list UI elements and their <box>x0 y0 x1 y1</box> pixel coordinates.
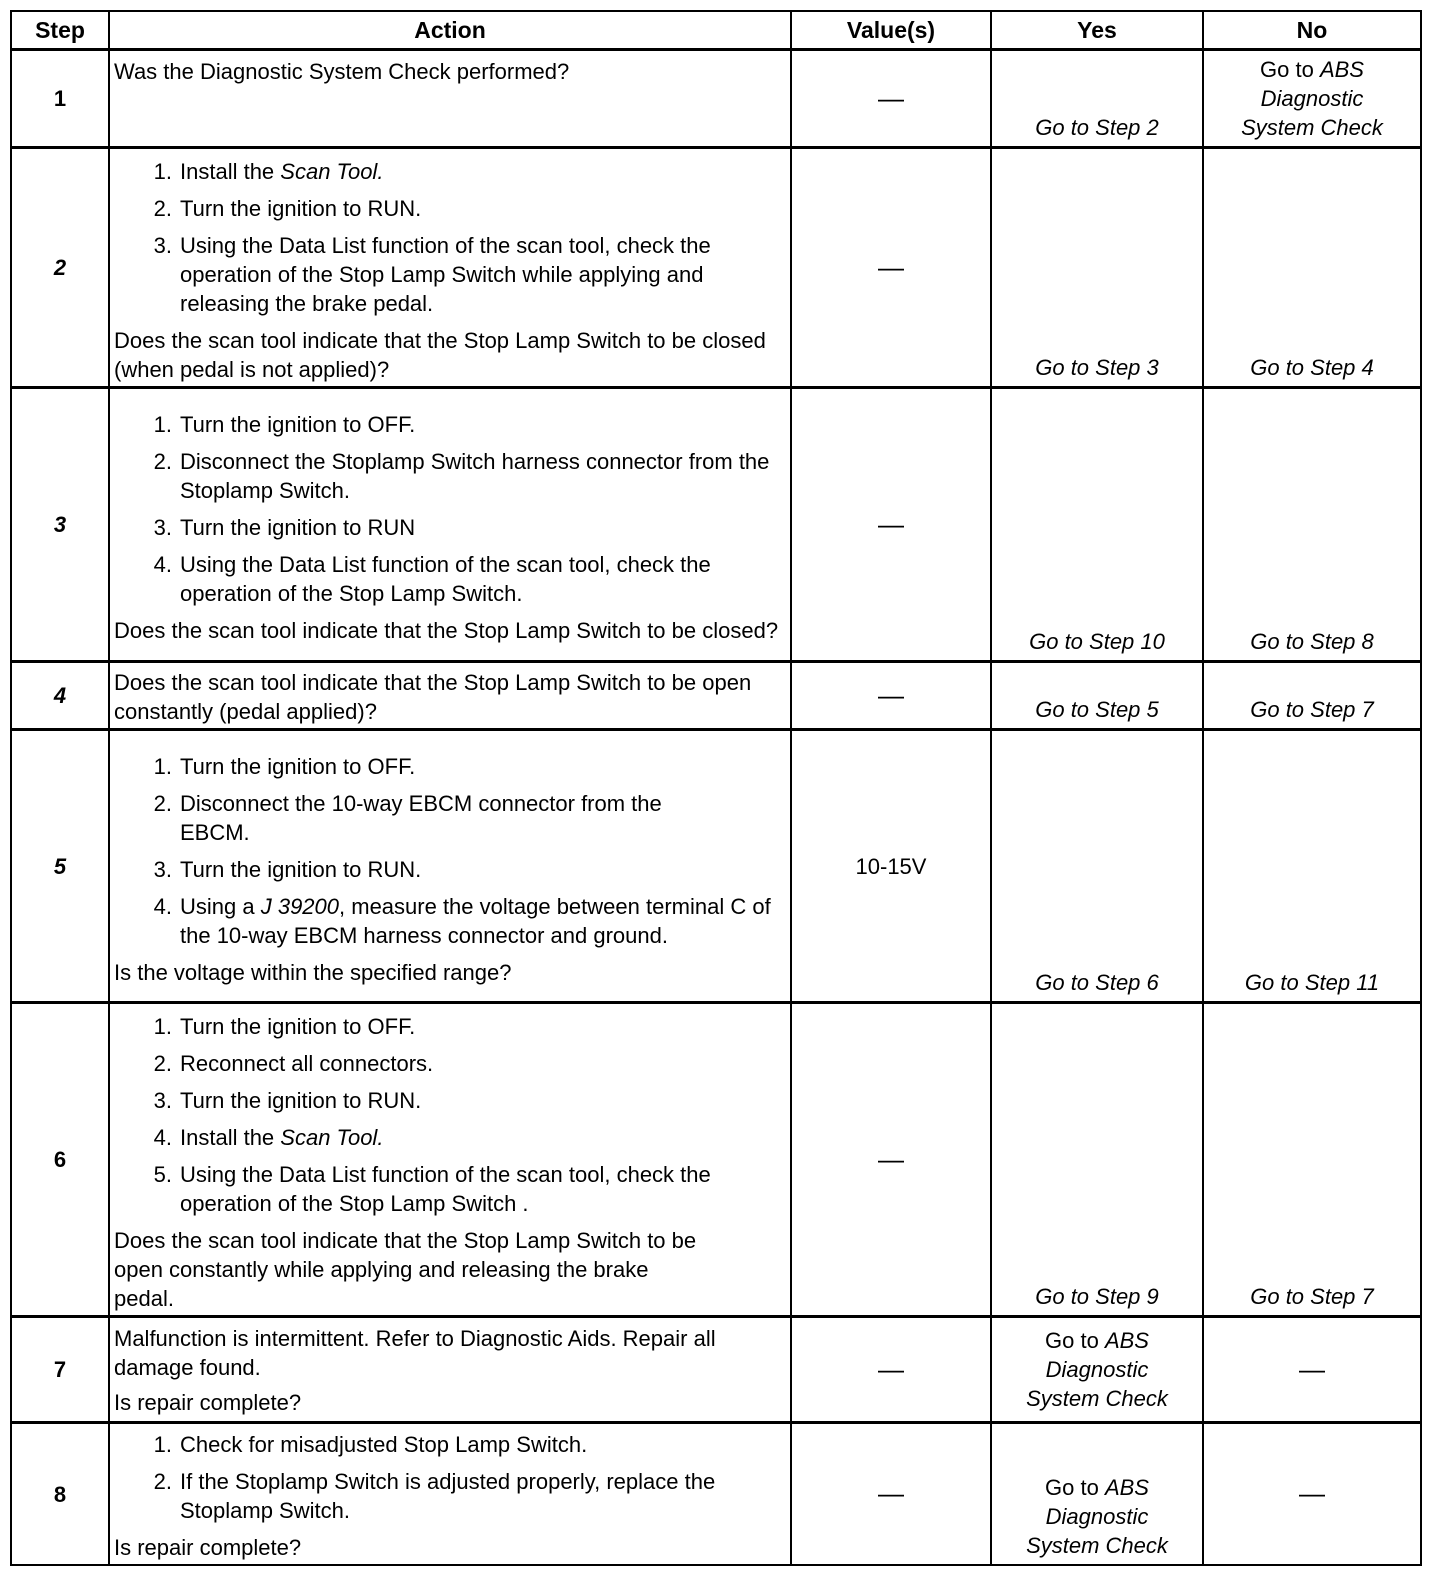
table-row <box>11 1317 1421 1423</box>
step-number: 2 <box>11 148 109 388</box>
table-row <box>11 1423 1421 1566</box>
table-row <box>11 662 1421 730</box>
header-row <box>11 11 1421 50</box>
value-cell: — <box>878 1143 904 1174</box>
value-cell: — <box>878 679 904 710</box>
value-cell: 10-15V <box>855 853 927 879</box>
yes-link[interactable]: Go to Step 6 <box>1035 970 1159 995</box>
step-number: 3 <box>11 388 109 662</box>
action-item: 4. Using the Data List function of the scan tool, check the operation of the Stop Lamp Switch. <box>153 552 711 606</box>
table-row <box>11 148 1421 388</box>
action-item: 2. If the Stoplamp Switch is adjusted properly, replace the Stoplamp Switch. <box>153 1469 716 1523</box>
action-question: Does the scan tool indicate that the Stop Lamp Switch to be open constantly (pedal applied)? <box>114 669 752 724</box>
yes-link[interactable]: Go to Step 2 <box>1035 115 1159 140</box>
table-row <box>11 388 1421 662</box>
no-link[interactable]: Go to Step 7 <box>1250 1284 1374 1309</box>
action-item: 1. Turn the ignition to OFF. <box>153 412 416 437</box>
action-item: 4. Install the Scan Tool. <box>153 1125 384 1150</box>
value-cell: — <box>878 82 904 113</box>
action-question: Was the Diagnostic System Check performed? <box>114 59 570 84</box>
yes-link[interactable]: Go to ABS Diagnostic System Check <box>1026 1475 1168 1558</box>
action-item: 1. Turn the ignition to OFF. <box>153 1014 416 1039</box>
table-row <box>11 730 1421 1003</box>
action-question: Does the scan tool indicate that the Stop Lamp Switch to be open constantly while applying and releasing the brake pedal. <box>114 1228 697 1311</box>
action-item: 2. Turn the ignition to RUN. <box>153 196 422 221</box>
action-question: Is repair complete? <box>114 1535 302 1560</box>
step-number: 6 <box>11 1003 109 1317</box>
header-yes: Yes <box>991 11 1203 50</box>
action-item: 1. Check for misadjusted Stop Lamp Switch. <box>153 1432 588 1457</box>
yes-link[interactable]: Go to Step 3 <box>1035 355 1159 380</box>
header-action: Action <box>109 11 791 50</box>
action-question: Is the voltage within the specified range? <box>114 959 512 985</box>
action-item: 2. Reconnect all connectors. <box>153 1051 434 1076</box>
action-item: 1. Turn the ignition to OFF. <box>153 753 416 779</box>
header-step: Step <box>11 11 109 50</box>
step-number: 4 <box>11 662 109 730</box>
no-cell: — <box>1299 1353 1325 1384</box>
value-cell: — <box>878 1353 904 1384</box>
value-cell: — <box>878 508 904 539</box>
no-cell: — <box>1299 1478 1325 1508</box>
action-item: 1. Install the Scan Tool. <box>153 159 384 184</box>
table-row <box>11 1003 1421 1317</box>
action-question: Does the scan tool indicate that the Stop Lamp Switch to be closed (when pedal is not applied)? <box>114 328 766 382</box>
no-link[interactable]: Go to ABS Diagnostic System Check <box>1241 57 1383 140</box>
table-row <box>11 50 1421 148</box>
yes-link[interactable]: Go to Step 9 <box>1035 1284 1159 1309</box>
yes-link[interactable]: Go to Step 10 <box>1029 629 1165 654</box>
action-item: 3. Using the Data List function of the scan tool, check the operation of the Stop Lamp Switch while applying and releasing the brake pedal. <box>153 233 711 316</box>
action-item: 5. Using the Data List function of the scan tool, check the operation of the Stop Lamp Switch . <box>153 1162 711 1216</box>
action-question: Is repair complete? <box>114 1390 302 1415</box>
value-cell: — <box>878 251 904 282</box>
yes-link[interactable]: Go to Step 5 <box>1035 697 1159 722</box>
diagnostic-table <box>10 10 1422 1566</box>
action-item: 2. Disconnect the Stoplamp Switch harness connector from the Stoplamp Switch. <box>153 449 770 503</box>
action-item: 2. Disconnect the 10-way EBCM connector from the EBCM. <box>153 790 662 845</box>
value-cell: — <box>878 1478 904 1508</box>
action-item: 3. Turn the ignition to RUN. <box>153 1088 422 1113</box>
step-number: 8 <box>11 1423 109 1566</box>
action-item: 4. Using a J 39200, measure the voltage between terminal C of the 10-way EBCM harness connector and ground. <box>153 893 771 948</box>
action-item: 3. Turn the ignition to RUN. <box>153 856 422 882</box>
no-link[interactable]: Go to Step 8 <box>1250 629 1374 654</box>
header-no: No <box>1203 11 1421 50</box>
action-text: Malfunction is intermittent. Refer to Diagnostic Aids. Repair all damage found. <box>114 1326 716 1380</box>
yes-link[interactable]: Go to ABS Diagnostic System Check <box>1026 1328 1168 1411</box>
step-number: 7 <box>11 1317 109 1423</box>
no-link[interactable]: Go to Step 7 <box>1250 697 1374 722</box>
header-values: Value(s) <box>791 11 991 50</box>
action-question: Does the scan tool indicate that the Stop Lamp Switch to be closed? <box>114 618 779 643</box>
step-number: 1 <box>11 50 109 148</box>
no-link[interactable]: Go to Step 4 <box>1250 355 1374 380</box>
action-item: 3. Turn the ignition to RUN <box>153 515 416 540</box>
no-link[interactable]: Go to Step 11 <box>1244 970 1380 995</box>
step-number: 5 <box>11 730 109 1003</box>
